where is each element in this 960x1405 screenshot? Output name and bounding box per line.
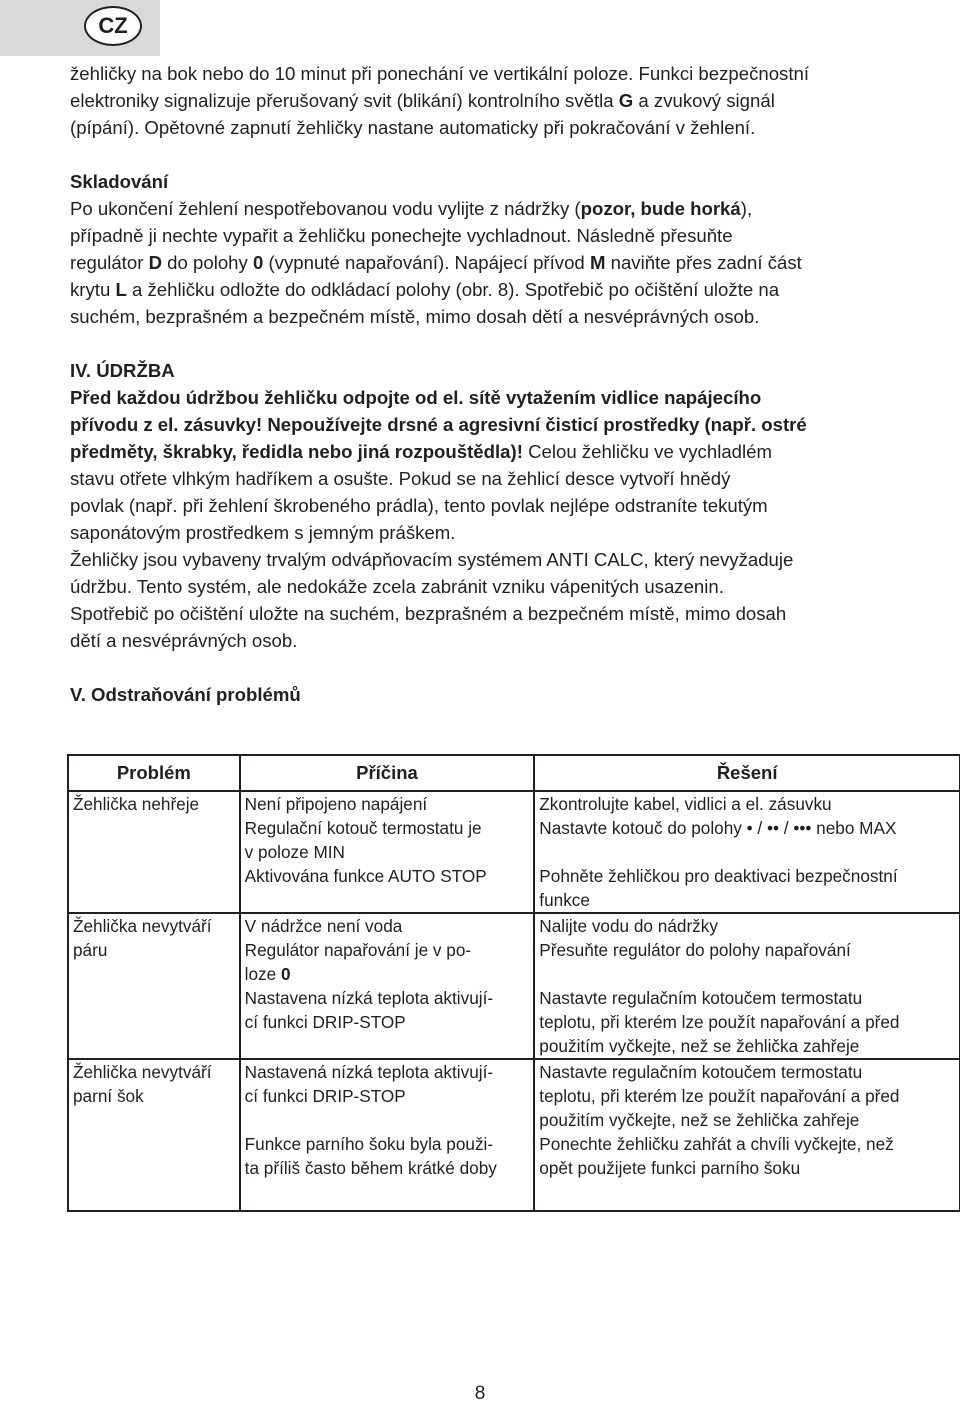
cause-cell: Aktivována funkce AUTO STOP [240, 864, 535, 913]
solution-cell: Nastavte kotouč do polohy • / •• / ••• nebo MAX [534, 816, 959, 864]
maintenance-heading: IV. ÚDRŽBA [70, 360, 175, 381]
language-badge: CZ [84, 6, 142, 46]
cause-cell: Regulátor napařování je v po- loze 0 [240, 938, 535, 986]
solution-cell: Přesuňte regulátor do polohy napařování [534, 938, 959, 986]
solution-cell: Nalijte vodu do nádržky [534, 913, 959, 938]
solution-cell: Nastavte regulačním kotoučem termostatu teplotu, při kterém lze použít napařování a před použitím vyčkejte, než se žehlička zahřeje [534, 1059, 959, 1132]
problem-cell: Žehlička nevytváří parní šok [73, 1062, 212, 1106]
page-number: 8 [474, 1383, 486, 1404]
table-row [69, 1059, 959, 1132]
table-row [69, 791, 959, 816]
problem-cell: Žehlička nehřeje [69, 791, 240, 913]
column-header-problem: Problém [69, 756, 240, 791]
page-content [70, 60, 950, 708]
cause-cell: Nastavena nízká teplota aktivují- cí funkci DRIP-STOP [240, 986, 535, 1059]
column-header-solution: Řešení [534, 756, 959, 791]
solution-cell: Nastavte regulačním kotoučem termostatu teplotu, při kterém lze použít napařování a před použitím vyčkejte, než se žehlička zahřeje [534, 986, 959, 1059]
table-row [69, 913, 959, 938]
solution-cell: Pohněte žehličkou pro deaktivaci bezpečnostní funkce [534, 864, 959, 913]
solution-cell: Ponechte žehličku zahřát a chvíli vyčkejte, než opět použijete funkci parního šoku [534, 1132, 959, 1210]
cause-cell: V nádržce není voda [240, 913, 535, 938]
intro-paragraph: žehličky na bok nebo do 10 minut při ponechání ve vertikální poloze. Funkci bezpečnostní elektroniky signalizuje přerušovaný svit (blikání) kontrolního světla G a zvukový signál (pípání). Opětovné zapnutí žehličky nastane automaticky při pokračování v žehlení. [70, 63, 810, 138]
solution-cell: Zkontrolujte kabel, vidlici a el. zásuvku [534, 791, 959, 816]
table-header-row [69, 756, 959, 791]
storage-heading: Skladování [70, 171, 169, 192]
header-band [0, 0, 160, 56]
troubleshooting-table [69, 756, 959, 1210]
cause-cell: Funkce parního šoku byla použi- ta příliš často během krátké doby [240, 1132, 535, 1210]
troubleshooting-heading: V. Odstraňování problémů [70, 684, 301, 705]
column-header-cause: Příčina [240, 756, 535, 791]
cause-cell: Nastavená nízká teplota aktivují- cí funkci DRIP-STOP [240, 1059, 535, 1132]
maintenance-paragraph: Před každou údržbou žehličku odpojte od el. sítě vytažením vidlice napájecího přívodu z el. zásuvky! Nepoužívejte drsné a agresivní čisticí prostředky (např. ostré předměty, škrabky, ředidla nebo jiná rozpouštědla)! Celou žehličku ve vychladlém stavu otřete vlhkým hadříkem a osušte. Pokud se na žehlicí desce vytvoří hnědý povlak (např. při žehlení škrobeného prádla), tento povlak nejlépe odstraníte tekutým saponátovým prostředkem s jemným práškem. Žehličky jsou vybaveny trvalým odvápňovacím systémem ANTI CALC, který nevyžaduje údržbu. Tento systém, ale nedokáže zcela zabránit vzniku vápenitých usazenin. Spotřebič po očištění uložte na suchém, bezprašném a bezpečném místě, mimo dosah dětí a nesvéprávných osob. [70, 387, 807, 651]
storage-paragraph: Po ukončení žehlení nespotřebovanou vodu vylijte z nádržky (pozor, bude horká), případně ji nechte vypařit a žehličku ponechejte vychladnout. Následně přesuňte regulátor D do polohy 0 (vypnuté napařování). Napájecí přívod M naviňte přes zadní část krytu L a žehličku odložte do odkládací polohy (obr. 8). Spotřebič po očištění uložte na suchém, bezprašném a bezpečném místě, mimo dosah dětí a nesvéprávných osob. [70, 198, 802, 327]
problem-cell: Žehlička nevytváří páru [69, 913, 240, 1059]
cause-cell: Není připojeno napájení [240, 791, 535, 816]
cause-cell: Regulační kotouč termostatu je v poloze MIN [240, 816, 535, 864]
